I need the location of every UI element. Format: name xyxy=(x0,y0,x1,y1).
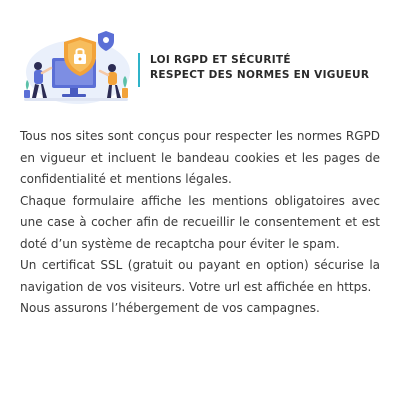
gdpr-security-illustration xyxy=(18,28,134,106)
paragraph-forms: Chaque formulaire affiche les mentions obligatoires avec une case à cocher afin de recueillir le consentement et est doté d’un système de recaptcha pour éviter le spam. xyxy=(20,193,380,251)
section-title xyxy=(138,53,369,87)
paragraph-rgpd: Tous nos sites sont conçus pour respecter les normes RGPD en vigueur et incluent le bandeau cookies et les pages de confidentialité et mentions légales. xyxy=(20,129,380,186)
title-line-2: RESPECT DES NORMES EN VIGUEUR xyxy=(150,69,370,81)
header-section xyxy=(0,0,400,112)
paragraph-ssl: Un certificat SSL (gratuit ou payant en option) sécurise la navigation de vos visiteurs. Votre url est affichée en https. xyxy=(20,258,380,294)
title-line-1: LOI RGPD ET SÉCURITÉ xyxy=(150,54,291,66)
content-section xyxy=(20,126,380,320)
paragraph-hosting: Nous assurons l’hébergement de vos campagnes. xyxy=(20,301,320,315)
